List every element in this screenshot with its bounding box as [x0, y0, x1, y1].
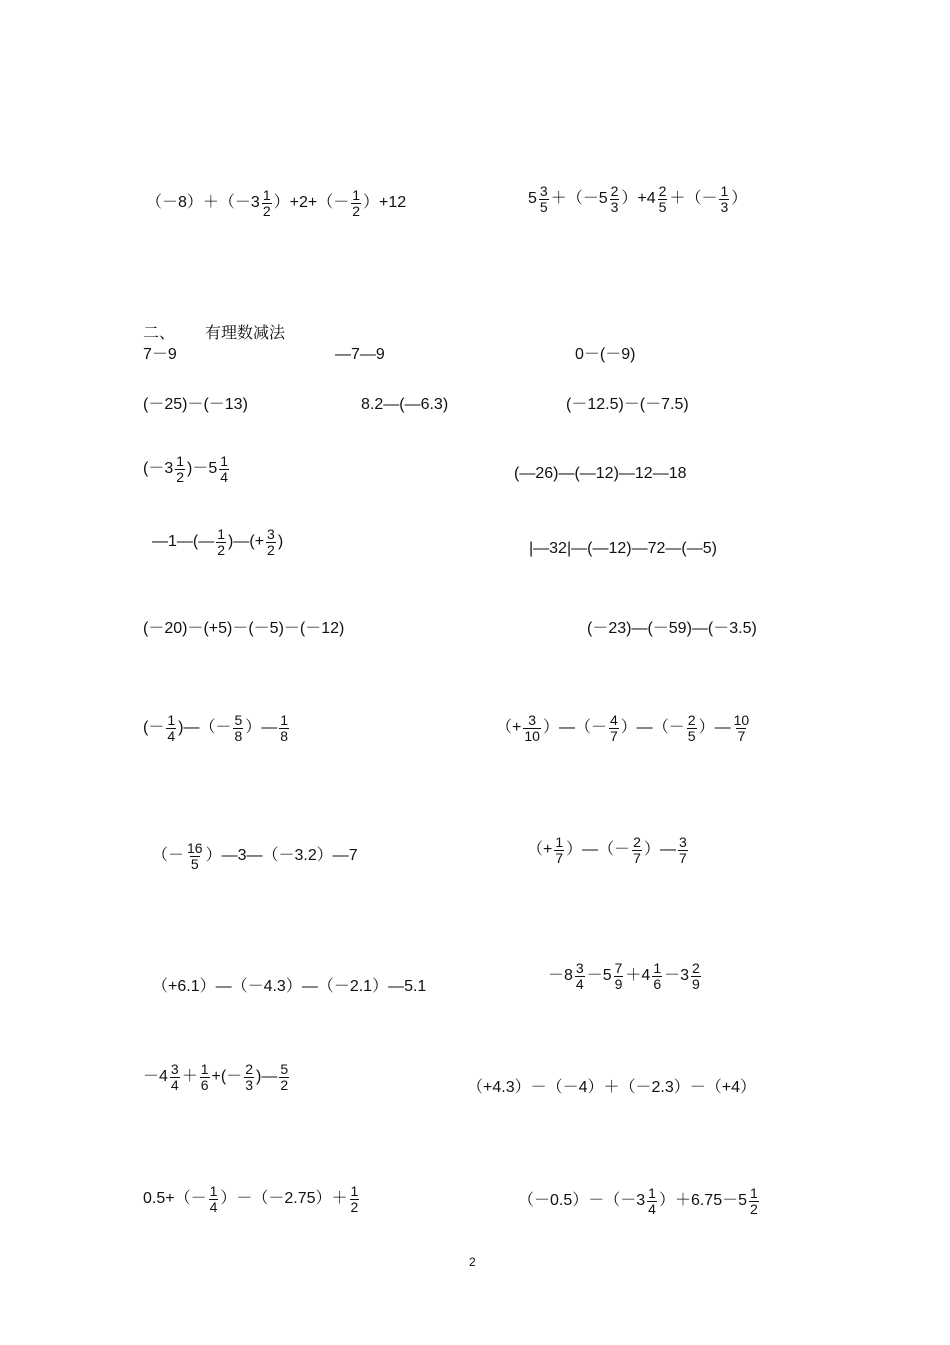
exercise-f1	[143, 621, 344, 637]
fraction-numerator: 1	[352, 187, 360, 203]
expression-text: 0.5+（－	[143, 1190, 207, 1208]
fraction-denominator: 5	[658, 198, 667, 215]
fraction-denominator: 7	[678, 849, 687, 866]
fraction-numerator: 1	[750, 1185, 758, 1201]
fraction	[233, 713, 243, 743]
fraction-numerator: 3	[528, 712, 537, 728]
expression-text: )—	[256, 1068, 278, 1086]
exercise-c2	[361, 397, 448, 413]
fraction	[166, 713, 176, 743]
expression-text: (－12.5)－(－7.5)	[566, 396, 689, 413]
expression-text: 8.2—(—6.3)	[361, 396, 449, 413]
exercise-j2	[467, 1080, 756, 1096]
exercise-a2	[528, 184, 747, 214]
fraction	[200, 1062, 210, 1092]
fraction-numerator: 1	[262, 187, 271, 203]
expression-text: （－8）＋（－3	[146, 194, 260, 212]
fraction	[266, 527, 276, 557]
fraction-numerator: 1	[720, 183, 729, 199]
expression-text: +(－	[211, 1068, 243, 1086]
exercise-b2	[335, 347, 385, 363]
fraction	[175, 454, 185, 484]
fraction	[350, 1184, 360, 1214]
expression-text: ）－（－2.75）＋	[220, 1190, 348, 1208]
fraction-denominator: 2	[267, 541, 275, 558]
expression-text: ）+4	[621, 190, 656, 208]
expression-text: ）—	[698, 719, 731, 737]
expression-text: |—32|—(—12)—72—(—5)	[529, 540, 717, 557]
fraction	[244, 1062, 254, 1092]
expression-text: ）—（－	[542, 719, 607, 737]
fraction	[719, 184, 729, 214]
fraction-numerator: 16	[187, 840, 203, 856]
expression-text: －5	[586, 967, 612, 985]
fraction-numerator: 1	[209, 1183, 218, 1199]
fraction	[262, 188, 272, 218]
expression-text: ）—	[245, 719, 278, 737]
fraction-denominator: 2	[280, 1076, 289, 1093]
fraction-numerator: 3	[678, 834, 687, 850]
fraction-numerator: 7	[614, 960, 623, 976]
fraction-numerator: 3	[170, 1061, 179, 1077]
exercise-i1	[152, 979, 426, 995]
fraction	[575, 961, 585, 991]
section-number: 二、	[143, 323, 176, 342]
expression-text: ）—	[643, 841, 676, 859]
fraction-denominator: 7	[633, 849, 641, 866]
exercise-d2	[514, 466, 687, 482]
expression-text: )—(+	[228, 533, 265, 551]
fraction	[658, 184, 668, 214]
fraction	[279, 1062, 289, 1092]
fraction-numerator: 10	[733, 712, 750, 728]
fraction-numerator: 2	[633, 834, 641, 850]
fraction-numerator: 3	[267, 526, 275, 542]
fraction	[647, 1186, 657, 1216]
expression-text: ）—（－	[620, 719, 685, 737]
fraction-denominator: 4	[170, 1076, 179, 1093]
fraction-numerator: 4	[609, 712, 618, 728]
expression-text: (－3	[143, 460, 174, 478]
fraction-denominator: 9	[692, 975, 700, 992]
exercise-j1	[143, 1062, 291, 1092]
fraction	[351, 188, 361, 218]
section-title: 有理数减法	[205, 323, 286, 342]
expression-text: ＋（－	[669, 190, 718, 208]
exercise-k1	[143, 1184, 361, 1214]
fraction	[279, 713, 289, 743]
fraction-numerator: 2	[610, 183, 619, 199]
exercise-g2	[496, 713, 752, 743]
fraction	[691, 961, 701, 991]
exercise-h1	[152, 841, 358, 871]
exercise-i2	[548, 961, 703, 991]
fraction-denominator: 8	[234, 727, 243, 744]
fraction-numerator: 1	[555, 834, 564, 850]
fraction	[610, 184, 620, 214]
expression-text: ）—3—（－3.2）—7	[205, 847, 358, 865]
fraction-numerator: 5	[234, 712, 243, 728]
fraction-numerator: 1	[648, 1185, 656, 1201]
fraction-denominator: 4	[209, 1198, 218, 1215]
fraction	[209, 1184, 219, 1214]
expression-text: （－	[152, 847, 185, 865]
fraction-numerator: 5	[280, 1061, 289, 1077]
fraction-numerator: 1	[200, 1061, 209, 1077]
expression-text: （+	[527, 841, 553, 859]
fraction-denominator: 4	[648, 1200, 656, 1217]
fraction-denominator: 3	[720, 198, 729, 215]
exercise-b3	[575, 347, 635, 363]
exercise-e2	[529, 541, 717, 557]
fraction-denominator: 3	[245, 1076, 253, 1093]
exercise-k2	[518, 1186, 761, 1216]
expression-text: )—（－	[178, 719, 232, 737]
fraction-numerator: 3	[539, 183, 548, 199]
fraction-denominator: 5	[190, 855, 199, 872]
fraction-numerator: 3	[575, 960, 584, 976]
fraction-denominator: 6	[200, 1076, 209, 1093]
fraction	[632, 835, 642, 865]
exercise-h2	[527, 835, 690, 865]
exercise-a1	[146, 188, 406, 218]
fraction-numerator: 2	[658, 183, 667, 199]
fraction-numerator: 1	[280, 712, 289, 728]
expression-text: ）+2+（－	[273, 194, 350, 212]
expression-text: —7—9	[335, 346, 385, 363]
expression-text: －3	[664, 967, 690, 985]
fraction-denominator: 5	[539, 198, 548, 215]
fraction-denominator: 7	[555, 849, 564, 866]
fraction-denominator: 6	[653, 975, 662, 992]
expression-text: )	[277, 533, 284, 551]
expression-text: (－25)－(－13)	[143, 396, 248, 413]
expression-text: （－0.5）－（－3	[518, 1192, 646, 1210]
fraction-denominator: 4	[575, 975, 584, 992]
expression-text: （+	[496, 719, 522, 737]
expression-text: ）+12	[363, 194, 407, 212]
fraction-denominator: 4	[220, 468, 229, 485]
expression-text: 5	[528, 190, 537, 208]
fraction	[219, 454, 229, 484]
expression-text: （+4.3）－（－4）＋（－2.3）－（+4）	[467, 1079, 756, 1096]
expression-text: ）＋6.75－5	[658, 1192, 747, 1210]
section-heading	[143, 320, 285, 343]
fraction	[170, 1062, 180, 1092]
fraction	[216, 527, 226, 557]
fraction-numerator: 1	[220, 453, 229, 469]
fraction-denominator: 8	[280, 727, 289, 744]
page-number: 2	[469, 1255, 476, 1269]
fraction-numerator: 2	[687, 712, 696, 728]
fraction	[539, 184, 549, 214]
fraction-numerator: 1	[167, 712, 176, 728]
fraction	[609, 713, 619, 743]
fraction	[687, 713, 697, 743]
fraction	[523, 713, 541, 743]
fraction-denominator: 7	[609, 727, 618, 744]
fraction-numerator: 1	[350, 1183, 359, 1199]
fraction-denominator: 2	[217, 541, 226, 558]
fraction	[186, 841, 204, 871]
fraction-denominator: 4	[167, 727, 176, 744]
fraction-denominator: 2	[750, 1200, 758, 1217]
fraction-numerator: 1	[653, 960, 662, 976]
expression-text: ）—（－	[566, 841, 631, 859]
exercise-f2	[587, 621, 757, 637]
fraction-denominator: 3	[610, 198, 619, 215]
fraction-numerator: 1	[176, 453, 185, 469]
fraction	[554, 835, 564, 865]
expression-text: (－	[143, 719, 165, 737]
fraction	[652, 961, 662, 991]
fraction-denominator: 2	[262, 202, 271, 219]
expression-text: 0－(－9)	[575, 346, 636, 363]
expression-text: （+6.1）—（－4.3）—（－2.1）—5.1	[152, 978, 427, 995]
exercise-e1	[152, 527, 283, 557]
expression-text: ＋4	[625, 967, 651, 985]
exercise-c1	[143, 397, 248, 413]
exercise-b1	[143, 347, 177, 363]
fraction	[733, 713, 751, 743]
exercise-c3	[566, 397, 689, 413]
expression-text: )－5	[187, 460, 218, 478]
fraction	[614, 961, 624, 991]
fraction-numerator: 2	[245, 1061, 253, 1077]
expression-text: (—26)—(—12)—12—18	[514, 465, 687, 482]
fraction-numerator: 2	[692, 960, 700, 976]
expression-text: (－23)—(－59)—(－3.5)	[587, 620, 757, 637]
expression-text: －4	[143, 1068, 168, 1086]
expression-text: (－20)－(+5)－(－5)－(－12)	[143, 620, 345, 637]
fraction-denominator: 10	[524, 727, 540, 744]
fraction-denominator: 2	[350, 1198, 359, 1215]
fraction-denominator: 2	[176, 468, 185, 485]
expression-text: 7－9	[143, 346, 177, 363]
expression-text: ＋（－5	[550, 190, 608, 208]
exercise-g1	[143, 713, 291, 743]
fraction-denominator: 9	[614, 975, 623, 992]
fraction-denominator: 7	[737, 727, 746, 744]
fraction-denominator: 5	[687, 727, 696, 744]
expression-text: ）	[731, 190, 748, 208]
fraction	[678, 835, 688, 865]
exercise-d1	[143, 454, 231, 484]
fraction-numerator: 1	[217, 526, 226, 542]
fraction	[749, 1186, 759, 1216]
expression-text: ＋	[181, 1068, 198, 1086]
expression-text: －8	[548, 967, 573, 985]
expression-text: —1—(—	[152, 533, 215, 551]
fraction-denominator: 2	[352, 202, 360, 219]
